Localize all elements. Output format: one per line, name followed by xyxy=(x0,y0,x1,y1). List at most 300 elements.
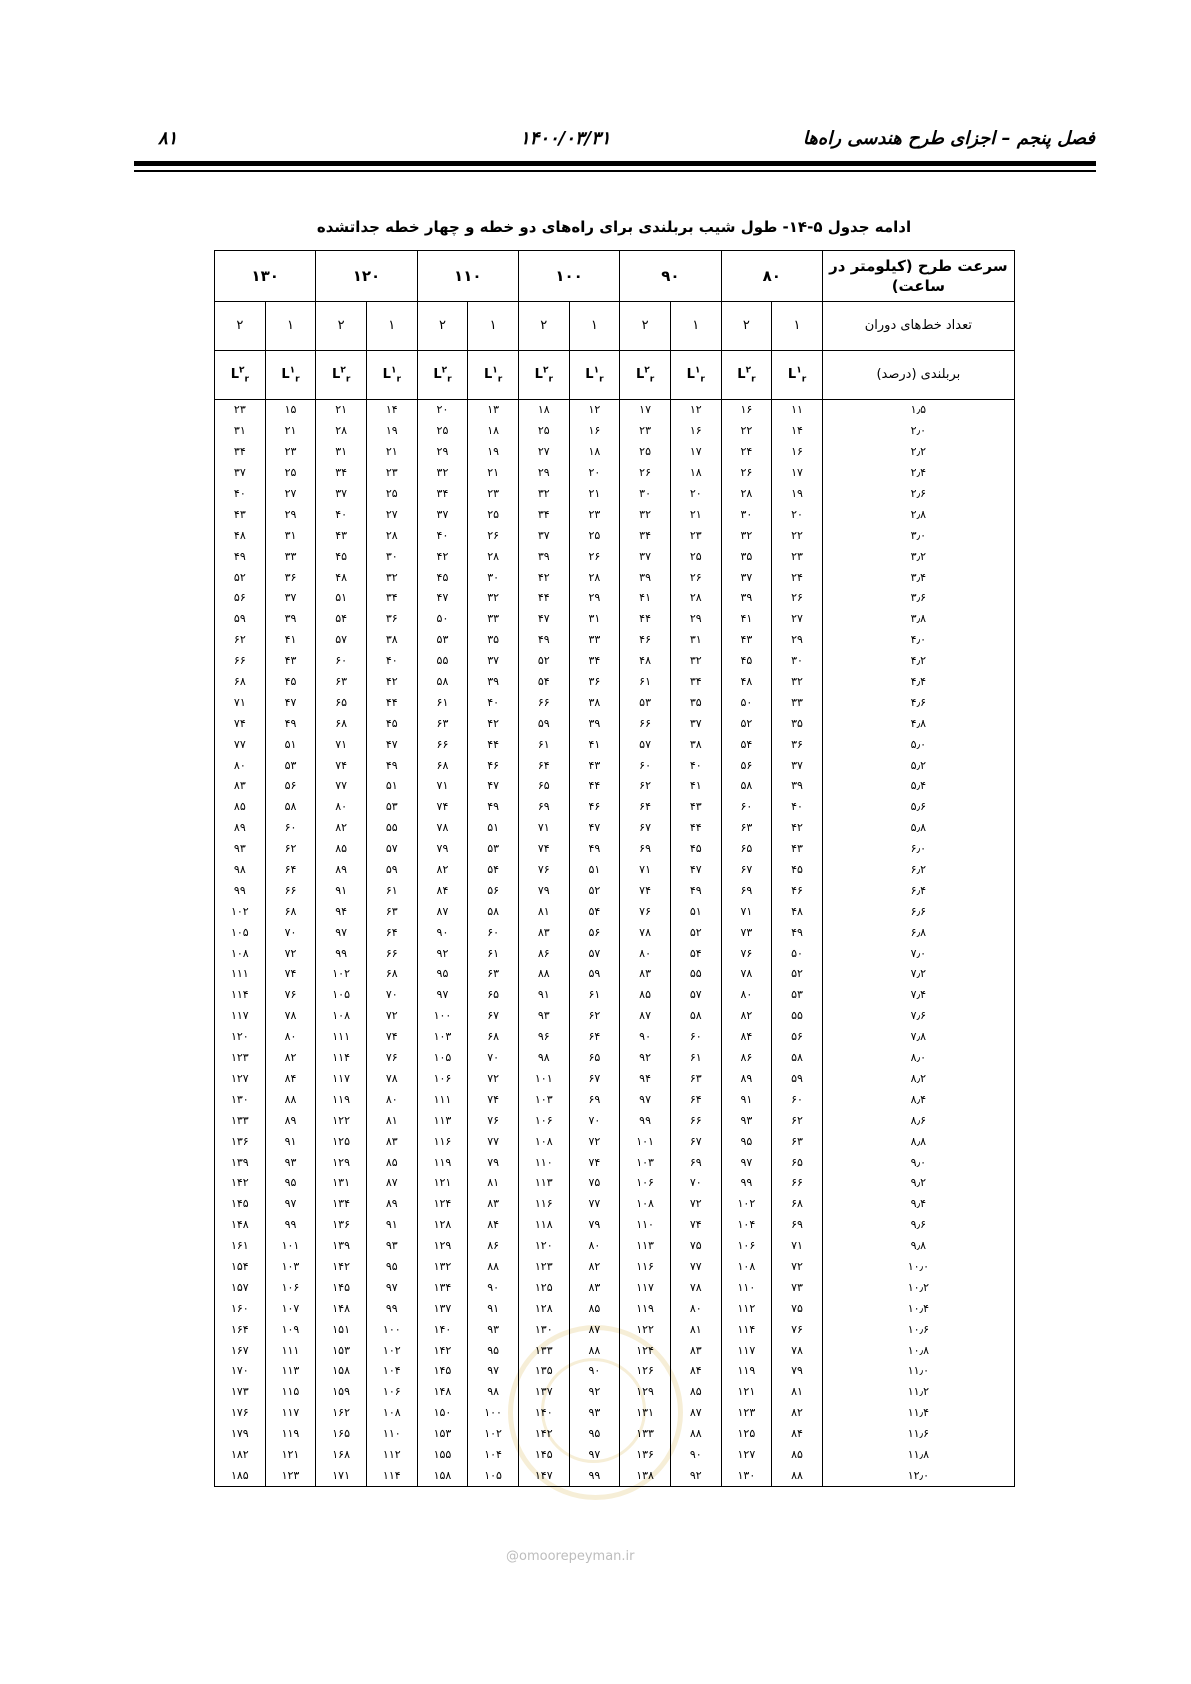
runoff-length-cell: ۸۷ xyxy=(620,1006,671,1027)
runoff-length-cell: ۶۴ xyxy=(265,860,316,881)
speed-header-cell: ۱۲۰ xyxy=(316,251,417,302)
chapter-title: فصل پنجم – اجزای طرح هندسی راه‌ها xyxy=(802,128,1095,149)
runoff-length-cell: ۴۲ xyxy=(772,818,823,839)
runoff-length-cell: ۷۳ xyxy=(721,922,772,943)
runoff-length-cell: ۵۳ xyxy=(265,755,316,776)
runoff-length-cell: ۹۲ xyxy=(569,1382,620,1403)
runoff-length-cell: ۷۴ xyxy=(316,755,367,776)
runoff-length-cell: ۱۸۲ xyxy=(215,1445,266,1466)
table-row xyxy=(215,734,1015,755)
runoff-length-cell: ۵۹ xyxy=(518,713,569,734)
symbol-letter: L xyxy=(433,366,442,382)
runoff-length-cell: ۶۹ xyxy=(721,880,772,901)
runoff-length-cell: ۳۷ xyxy=(417,504,468,525)
runoff-length-cell: ۵۷ xyxy=(620,734,671,755)
grade-cell: ۱۰٫۴ xyxy=(822,1298,1014,1319)
runoff-length-cell: ۲۰ xyxy=(670,484,721,505)
runoff-length-cell: ۸۴ xyxy=(417,880,468,901)
runoff-length-cell: ۳۴ xyxy=(366,588,417,609)
runoff-length-cell: ۷۴ xyxy=(569,1152,620,1173)
table-row xyxy=(215,651,1015,672)
runoff-symbol-cell xyxy=(215,351,266,400)
runoff-length-cell: ۱۷۰ xyxy=(215,1361,266,1382)
speed-header-cell: ۱۱۰ xyxy=(417,251,518,302)
runoff-length-cell: ۱۳۴ xyxy=(417,1277,468,1298)
runoff-length-cell: ۱۲۶ xyxy=(620,1361,671,1382)
runoff-length-cell: ۱۷ xyxy=(620,400,671,421)
runoff-length-symbol xyxy=(686,365,705,385)
runoff-length-cell: ۶۶ xyxy=(417,734,468,755)
runoff-length-cell: ۱۰۹ xyxy=(265,1319,316,1340)
runoff-length-cell: ۱۱۹ xyxy=(620,1298,671,1319)
grade-cell: ۶٫۶ xyxy=(822,901,1014,922)
symbol-superscript: ۲ xyxy=(745,365,752,376)
grade-cell: ۶٫۲ xyxy=(822,860,1014,881)
runoff-length-cell: ۸۴ xyxy=(772,1424,823,1445)
runoff-length-cell: ۲۶ xyxy=(468,525,519,546)
runoff-length-cell: ۸۰ xyxy=(569,1236,620,1257)
table-row xyxy=(215,504,1015,525)
runoff-length-cell: ۲۸ xyxy=(366,525,417,546)
table-row xyxy=(215,797,1015,818)
runoff-length-cell: ۱۷ xyxy=(670,442,721,463)
runoff-length-cell: ۱۴۵ xyxy=(215,1194,266,1215)
grade-cell: ۳٫۴ xyxy=(822,567,1014,588)
runoff-length-cell: ۱۰۰ xyxy=(366,1319,417,1340)
grade-cell: ۱۱٫۰ xyxy=(822,1361,1014,1382)
runoff-length-cell: ۹۹ xyxy=(366,1298,417,1319)
runoff-length-cell: ۲۱ xyxy=(316,400,367,421)
runoff-length-cell: ۸۹ xyxy=(265,1110,316,1131)
runoff-length-cell: ۱۴۲ xyxy=(417,1340,468,1361)
symbol-superscript: ۱ xyxy=(694,365,701,376)
runoff-length-cell: ۱۴۰ xyxy=(518,1403,569,1424)
runoff-length-cell: ۸۲ xyxy=(265,1048,316,1069)
runoff-length-cell: ۱۲۳ xyxy=(215,1048,266,1069)
runoff-length-cell: ۵۶ xyxy=(772,1027,823,1048)
runoff-length-cell: ۴۶ xyxy=(569,797,620,818)
runoff-length-cell: ۳۵ xyxy=(468,630,519,651)
runoff-length-cell: ۷۸ xyxy=(417,818,468,839)
runoff-length-cell: ۶۱ xyxy=(620,672,671,693)
runoff-length-cell: ۱۶ xyxy=(670,421,721,442)
grade-cell: ۷٫۴ xyxy=(822,985,1014,1006)
runoff-length-cell: ۷۷ xyxy=(316,776,367,797)
runoff-length-cell: ۷۰ xyxy=(569,1110,620,1131)
runoff-length-cell: ۲۷ xyxy=(772,609,823,630)
runoff-length-cell: ۶۰ xyxy=(721,797,772,818)
runoff-length-cell: ۷۰ xyxy=(670,1173,721,1194)
runoff-length-cell: ۶۳ xyxy=(772,1131,823,1152)
grade-cell: ۸٫۶ xyxy=(822,1110,1014,1131)
symbol-letter: L xyxy=(585,366,594,382)
runoff-length-cell: ۴۳ xyxy=(772,839,823,860)
runoff-length-cell: ۱۱۷ xyxy=(265,1403,316,1424)
symbol-letter: L xyxy=(534,366,543,382)
runoff-length-cell: ۵۱ xyxy=(316,588,367,609)
runoff-length-cell: ۱۳۹ xyxy=(215,1152,266,1173)
table-row xyxy=(215,1361,1015,1382)
runoff-length-cell: ۸۳ xyxy=(215,776,266,797)
runoff-length-cell: ۴۰ xyxy=(366,651,417,672)
runoff-length-cell: ۲۶ xyxy=(620,463,671,484)
grade-cell: ۱۱٫۶ xyxy=(822,1424,1014,1445)
runoff-length-cell: ۸۰ xyxy=(316,797,367,818)
runoff-length-cell: ۸۴ xyxy=(721,1027,772,1048)
runoff-length-cell: ۳۳ xyxy=(569,630,620,651)
runoff-length-symbol xyxy=(382,365,401,385)
grade-cell: ۹٫۰ xyxy=(822,1152,1014,1173)
table-row xyxy=(215,1152,1015,1173)
runoff-length-cell: ۵۲ xyxy=(215,567,266,588)
runoff-length-cell: ۵۷ xyxy=(316,630,367,651)
runoff-length-cell: ۷۰ xyxy=(366,985,417,1006)
runoff-length-cell: ۶۱ xyxy=(569,985,620,1006)
lanes-header-row xyxy=(215,302,1015,351)
table-row xyxy=(215,1277,1015,1298)
runoff-length-cell: ۲۰ xyxy=(569,463,620,484)
runoff-length-cell: ۴۲ xyxy=(417,546,468,567)
runoff-length-cell: ۲۳ xyxy=(468,484,519,505)
runoff-length-cell: ۱۰۵ xyxy=(417,1048,468,1069)
runoff-length-cell: ۸۱ xyxy=(366,1110,417,1131)
table-row xyxy=(215,442,1015,463)
runoff-length-cell: ۱۴۸ xyxy=(417,1382,468,1403)
table-row xyxy=(215,1445,1015,1466)
grade-cell: ۹٫۶ xyxy=(822,1215,1014,1236)
speed-header-cell: ۱۳۰ xyxy=(215,251,316,302)
runoff-length-cell: ۶۴ xyxy=(620,797,671,818)
symbol-letter: L xyxy=(382,366,391,382)
runoff-length-cell: ۶۵ xyxy=(772,1152,823,1173)
runoff-length-cell: ۸۸ xyxy=(569,1340,620,1361)
runoff-length-cell: ۲۸ xyxy=(670,588,721,609)
runoff-length-cell: ۷۸ xyxy=(366,1069,417,1090)
runoff-length-cell: ۱۵۴ xyxy=(215,1257,266,1278)
runoff-length-cell: ۱۲۷ xyxy=(721,1445,772,1466)
runoff-length-cell: ۴۳ xyxy=(215,504,266,525)
runoff-length-cell: ۸۵ xyxy=(569,1298,620,1319)
runoff-length-cell: ۷۹ xyxy=(417,839,468,860)
runoff-length-cell: ۶۵ xyxy=(468,985,519,1006)
runoff-length-cell: ۱۰۳ xyxy=(417,1027,468,1048)
runoff-length-cell: ۲۳ xyxy=(215,400,266,421)
runoff-length-cell: ۱۲۴ xyxy=(417,1194,468,1215)
runoff-length-cell: ۱۱۶ xyxy=(620,1257,671,1278)
runoff-length-cell: ۱۰۵ xyxy=(215,922,266,943)
runoff-length-cell: ۸۲ xyxy=(569,1257,620,1278)
runoff-length-cell: ۷۸ xyxy=(620,922,671,943)
symbol-superscript: ۲ xyxy=(441,365,448,376)
runoff-length-cell: ۸۶ xyxy=(468,1236,519,1257)
grade-cell: ۲٫۶ xyxy=(822,484,1014,505)
lane-count-cell: ۱ xyxy=(468,302,519,351)
runoff-length-cell: ۳۴ xyxy=(417,484,468,505)
runoff-length-cell: ۳۸ xyxy=(569,692,620,713)
runoff-length-cell: ۱۲۰ xyxy=(518,1236,569,1257)
table-row xyxy=(215,484,1015,505)
runoff-length-cell: ۸۲ xyxy=(772,1403,823,1424)
table-row xyxy=(215,567,1015,588)
runoff-length-cell: ۱۲۲ xyxy=(620,1319,671,1340)
runoff-length-cell: ۱۱۱ xyxy=(316,1027,367,1048)
runoff-length-cell: ۹۵ xyxy=(468,1340,519,1361)
symbol-letter: L xyxy=(635,366,645,382)
runoff-length-cell: ۱۰۲ xyxy=(215,901,266,922)
runoff-length-cell: ۹۰ xyxy=(569,1361,620,1382)
grade-cell: ۳٫۲ xyxy=(822,546,1014,567)
runoff-length-cell: ۲۹ xyxy=(518,463,569,484)
runoff-length-cell: ۱۵۷ xyxy=(215,1277,266,1298)
runoff-length-cell: ۹۹ xyxy=(721,1173,772,1194)
lane-count-cell: ۱ xyxy=(265,302,316,351)
runoff-length-cell: ۳۶ xyxy=(569,672,620,693)
table-row xyxy=(215,400,1015,421)
runoff-length-cell: ۹۱ xyxy=(366,1215,417,1236)
runoff-length-cell: ۹۰ xyxy=(670,1445,721,1466)
runoff-length-cell: ۵۸ xyxy=(721,776,772,797)
runoff-length-cell: ۴۳ xyxy=(721,630,772,651)
runoff-length-cell: ۶۵ xyxy=(316,692,367,713)
runoff-length-cell: ۱۰۰ xyxy=(417,1006,468,1027)
runoff-length-cell: ۷۱ xyxy=(721,901,772,922)
runoff-length-cell: ۴۴ xyxy=(670,818,721,839)
runoff-length-cell: ۱۰۸ xyxy=(316,1006,367,1027)
page-number: ۸۱ xyxy=(158,128,178,149)
runoff-length-cell: ۲۹ xyxy=(569,588,620,609)
runoff-length-cell: ۸۲ xyxy=(417,860,468,881)
grade-cell: ۱۱٫۲ xyxy=(822,1382,1014,1403)
runoff-length-cell: ۹۳ xyxy=(265,1152,316,1173)
runoff-length-cell: ۶۳ xyxy=(468,964,519,985)
runoff-length-cell: ۹۲ xyxy=(620,1048,671,1069)
symbol-letter: L xyxy=(230,366,239,382)
table-row xyxy=(215,609,1015,630)
runoff-length-cell: ۱۱۴ xyxy=(366,1465,417,1486)
runoff-length-cell: ۸۳ xyxy=(518,922,569,943)
runoff-length-cell: ۲۱ xyxy=(569,484,620,505)
runoff-length-cell: ۸۱ xyxy=(772,1382,823,1403)
watermark-site: @omoorepeyman.ir xyxy=(506,1549,635,1564)
runoff-length-cell: ۳۷ xyxy=(518,525,569,546)
runoff-length-cell: ۵۵ xyxy=(417,651,468,672)
table-row xyxy=(215,1319,1015,1340)
runoff-length-cell: ۴۴ xyxy=(518,588,569,609)
runoff-length-cell: ۱۱۴ xyxy=(721,1319,772,1340)
runoff-length-cell: ۱۹ xyxy=(366,421,417,442)
runoff-length-cell: ۷۹ xyxy=(569,1215,620,1236)
grade-cell: ۸٫۰ xyxy=(822,1048,1014,1069)
runoff-length-cell: ۴۵ xyxy=(316,546,367,567)
runoff-length-symbol xyxy=(737,365,756,385)
lane-count-cell: ۱ xyxy=(569,302,620,351)
runoff-length-cell: ۸۴ xyxy=(670,1361,721,1382)
runoff-length-cell: ۲۷ xyxy=(265,484,316,505)
runoff-length-cell: ۲۰ xyxy=(417,400,468,421)
speed-header-cell: ۱۰۰ xyxy=(518,251,619,302)
runoff-length-cell: ۷۲ xyxy=(772,1257,823,1278)
runoff-length-cell: ۱۳۶ xyxy=(620,1445,671,1466)
runoff-length-cell: ۸۳ xyxy=(569,1277,620,1298)
runoff-symbol-cell xyxy=(670,351,721,400)
runoff-length-cell: ۳۳ xyxy=(772,692,823,713)
runoff-length-cell: ۱۶ xyxy=(569,421,620,442)
runoff-length-cell: ۱۰۳ xyxy=(265,1257,316,1278)
runoff-length-cell: ۳۹ xyxy=(569,713,620,734)
runoff-length-cell: ۴۹ xyxy=(468,797,519,818)
table-row xyxy=(215,692,1015,713)
runoff-length-cell: ۷۴ xyxy=(215,713,266,734)
runoff-length-cell: ۱۳۱ xyxy=(316,1173,367,1194)
runoff-length-cell: ۷۱ xyxy=(518,818,569,839)
runoff-length-cell: ۵۹ xyxy=(772,1069,823,1090)
symbol-header-row xyxy=(215,351,1015,400)
runoff-length-cell: ۹۰ xyxy=(468,1277,519,1298)
grade-cell: ۵٫۲ xyxy=(822,755,1014,776)
runoff-length-cell: ۳۲ xyxy=(670,651,721,672)
runoff-length-cell: ۳۱ xyxy=(265,525,316,546)
runoff-length-cell: ۵۰ xyxy=(721,692,772,713)
runoff-length-cell: ۶۶ xyxy=(620,713,671,734)
runoff-length-cell: ۲۱ xyxy=(670,504,721,525)
table-row xyxy=(215,1257,1015,1278)
runoff-length-cell: ۱۰۶ xyxy=(721,1236,772,1257)
runoff-length-cell: ۱۴۸ xyxy=(215,1215,266,1236)
runoff-length-cell: ۵۲ xyxy=(518,651,569,672)
symbol-subscript: r xyxy=(244,374,249,385)
runoff-length-cell: ۱۷۶ xyxy=(215,1403,266,1424)
runoff-length-cell: ۵۵ xyxy=(670,964,721,985)
runoff-symbol-cell xyxy=(316,351,367,400)
runoff-length-cell: ۴۶ xyxy=(620,630,671,651)
symbol-superscript: ۲ xyxy=(644,365,650,376)
runoff-length-cell: ۵۲ xyxy=(772,964,823,985)
runoff-length-cell: ۴۹ xyxy=(366,755,417,776)
runoff-length-cell: ۳۹ xyxy=(721,588,772,609)
runoff-length-cell: ۱۸ xyxy=(569,442,620,463)
runoff-length-cell: ۸۲ xyxy=(316,818,367,839)
grade-cell: ۱۱٫۸ xyxy=(822,1445,1014,1466)
runoff-length-cell: ۸۵ xyxy=(215,797,266,818)
runoff-length-cell: ۱۱۶ xyxy=(518,1194,569,1215)
runoff-length-cell: ۱۱۹ xyxy=(265,1424,316,1445)
runoff-length-cell: ۸۴ xyxy=(265,1069,316,1090)
runoff-length-cell: ۱۳۶ xyxy=(215,1131,266,1152)
runoff-length-cell: ۳۴ xyxy=(518,504,569,525)
symbol-subscript: r xyxy=(345,374,351,385)
runoff-length-cell: ۲۹ xyxy=(670,609,721,630)
speed-header-cell: ۸۰ xyxy=(721,251,822,302)
runoff-length-cell: ۳۴ xyxy=(569,651,620,672)
runoff-length-cell: ۸۵ xyxy=(772,1445,823,1466)
runoff-length-cell: ۱۰۴ xyxy=(366,1361,417,1382)
runoff-length-cell: ۱۳۱ xyxy=(620,1403,671,1424)
runoff-length-cell: ۱۲۰ xyxy=(215,1027,266,1048)
grade-cell: ۵٫۰ xyxy=(822,734,1014,755)
runoff-length-cell: ۹۵ xyxy=(721,1131,772,1152)
symbol-subscript: r xyxy=(497,374,503,385)
runoff-length-cell: ۳۹ xyxy=(772,776,823,797)
runoff-length-cell: ۴۴ xyxy=(569,776,620,797)
runoff-length-cell: ۶۹ xyxy=(518,797,569,818)
runoff-length-cell: ۸۴ xyxy=(468,1215,519,1236)
runoff-length-cell: ۵۳ xyxy=(417,630,468,651)
table-row xyxy=(215,964,1015,985)
runoff-length-cell: ۱۶۱ xyxy=(215,1236,266,1257)
runoff-length-cell: ۶۱ xyxy=(417,692,468,713)
runoff-length-cell: ۲۸ xyxy=(316,421,367,442)
runoff-length-cell: ۴۲ xyxy=(518,567,569,588)
runoff-length-cell: ۵۴ xyxy=(518,672,569,693)
symbol-superscript: ۱ xyxy=(593,365,600,376)
symbol-superscript: ۱ xyxy=(796,365,802,376)
runoff-length-cell: ۹۷ xyxy=(569,1445,620,1466)
runoff-length-cell: ۹۲ xyxy=(670,1465,721,1486)
runoff-length-cell: ۱۳۲ xyxy=(417,1257,468,1278)
runoff-length-cell: ۸۸ xyxy=(468,1257,519,1278)
grade-cell: ۴٫۰ xyxy=(822,630,1014,651)
symbol-superscript: ۲ xyxy=(542,365,549,376)
runoff-length-cell: ۹۷ xyxy=(620,1089,671,1110)
runoff-length-cell: ۶۶ xyxy=(670,1110,721,1131)
symbol-letter: L xyxy=(332,366,341,382)
runoff-length-symbol xyxy=(635,365,655,385)
symbol-subscript: r xyxy=(447,374,452,385)
table-row xyxy=(215,1236,1015,1257)
runoff-length-cell: ۳۲ xyxy=(518,484,569,505)
runoff-length-cell: ۱۳۴ xyxy=(316,1194,367,1215)
runoff-length-cell: ۶۰ xyxy=(316,651,367,672)
runoff-length-cell: ۵۸ xyxy=(670,1006,721,1027)
runoff-symbol-cell xyxy=(265,351,316,400)
runoff-length-cell: ۵۶ xyxy=(265,776,316,797)
runoff-length-cell: ۱۸ xyxy=(468,421,519,442)
runoff-length-cell: ۴۷ xyxy=(670,860,721,881)
runoff-length-cell: ۷۸ xyxy=(265,1006,316,1027)
runoff-length-cell: ۴۲ xyxy=(468,713,519,734)
runoff-length-cell: ۱۵۳ xyxy=(316,1340,367,1361)
runoff-length-cell: ۴۸ xyxy=(316,567,367,588)
runoff-length-cell: ۱۳۳ xyxy=(518,1340,569,1361)
runoff-length-cell: ۸۳ xyxy=(670,1340,721,1361)
runoff-length-cell: ۱۱۲ xyxy=(366,1445,417,1466)
runoff-length-cell: ۳۲ xyxy=(417,463,468,484)
runoff-length-cell: ۵۳ xyxy=(468,839,519,860)
runoff-length-cell: ۷۲ xyxy=(670,1194,721,1215)
table-row xyxy=(215,776,1015,797)
runoff-length-cell: ۳۷ xyxy=(772,755,823,776)
runoff-length-cell: ۱۱۰ xyxy=(721,1277,772,1298)
runoff-length-cell: ۳۱ xyxy=(215,421,266,442)
runoff-length-symbol xyxy=(483,365,503,385)
symbol-subscript: r xyxy=(751,374,756,385)
runoff-length-cell: ۶۷ xyxy=(569,1069,620,1090)
runoff-length-cell: ۱۵۸ xyxy=(316,1361,367,1382)
runoff-length-cell: ۹۳ xyxy=(468,1319,519,1340)
runoff-length-cell: ۱۰۶ xyxy=(620,1173,671,1194)
runoff-length-cell: ۷۹ xyxy=(772,1361,823,1382)
runoff-length-cell: ۶۶ xyxy=(265,880,316,901)
table-row xyxy=(215,1382,1015,1403)
runoff-length-cell: ۱۱۱ xyxy=(215,964,266,985)
runoff-length-cell: ۱۱۰ xyxy=(366,1424,417,1445)
runoff-length-cell: ۱۲۷ xyxy=(215,1069,266,1090)
runoff-length-cell: ۱۱۴ xyxy=(316,1048,367,1069)
runoff-length-cell: ۶۳ xyxy=(721,818,772,839)
grade-cell: ۱۰٫۲ xyxy=(822,1277,1014,1298)
runoff-length-cell: ۲۵ xyxy=(620,442,671,463)
runoff-length-cell: ۵۷ xyxy=(670,985,721,1006)
